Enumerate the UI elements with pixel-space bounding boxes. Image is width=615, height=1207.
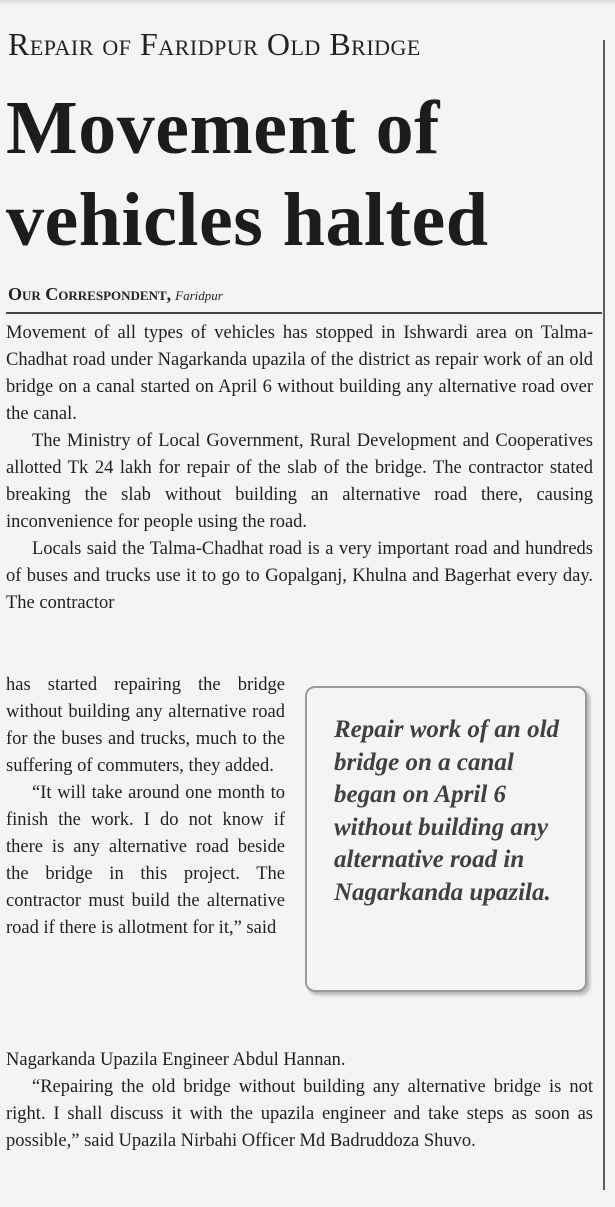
pull-quote-text: Repair work of an old bridge on a canal began on April 6 without building any alternative road in Nagarkanda upazila.	[334, 716, 560, 906]
paragraph-1: Movement of all types of vehicles has stopped in Ishwardi area on Talma-Chadhat road under Nagarkanda upazila of the district as repair work of an old bridge on a canal started on April 6 without building any alternative road over the canal.	[6, 323, 593, 424]
headline: Movement of vehicles halted	[6, 86, 489, 262]
paragraph-4-end: Nagarkanda Upazila Engineer Abdul Hannan.	[6, 1050, 346, 1070]
top-border	[0, 0, 615, 6]
byline-divider	[6, 312, 602, 314]
article-body-column	[6, 672, 285, 942]
paragraph-4-start: “It will take around one month to finish the work. I do not know if there is any alternative road beside the bridge in this project. The contractor must build the alternative road if there is allotment for it,” said	[6, 783, 285, 938]
article-body-top	[6, 320, 593, 617]
kicker: Repair of Faridpur Old Bridge	[8, 26, 421, 62]
column-divider	[603, 40, 605, 1190]
article-body-bottom	[6, 1047, 593, 1155]
byline-location: Faridpur	[175, 288, 223, 303]
byline	[8, 284, 223, 305]
paragraph-3-start: Locals said the Talma-Chadhat road is a very important road and hundreds of buses and trucks use it to go to Gopalganj, Khulna and Bagerhat every day. The contractor	[6, 539, 593, 613]
paragraph-2: The Ministry of Local Government, Rural Development and Cooperatives allotted Tk 24 lakh for repair of the slab of the bridge. The contractor stated breaking the slab without building an alternative road there, causing inconvenience for people using the road.	[6, 431, 593, 532]
byline-author: Our Correspondent,	[8, 284, 172, 304]
paragraph-5: “Repairing the old bridge without building any alternative bridge is not right. I shall discuss it with the upazila engineer and take steps as soon as possible,” said Upazila Nirbahi Officer Md Badruddoza Shuvo.	[6, 1077, 593, 1151]
paragraph-3-end: has started repairing the bridge without building any alternative road for the buses and trucks, much to the suffering of commuters, they added.	[6, 675, 285, 776]
pull-quote-box	[305, 686, 587, 992]
